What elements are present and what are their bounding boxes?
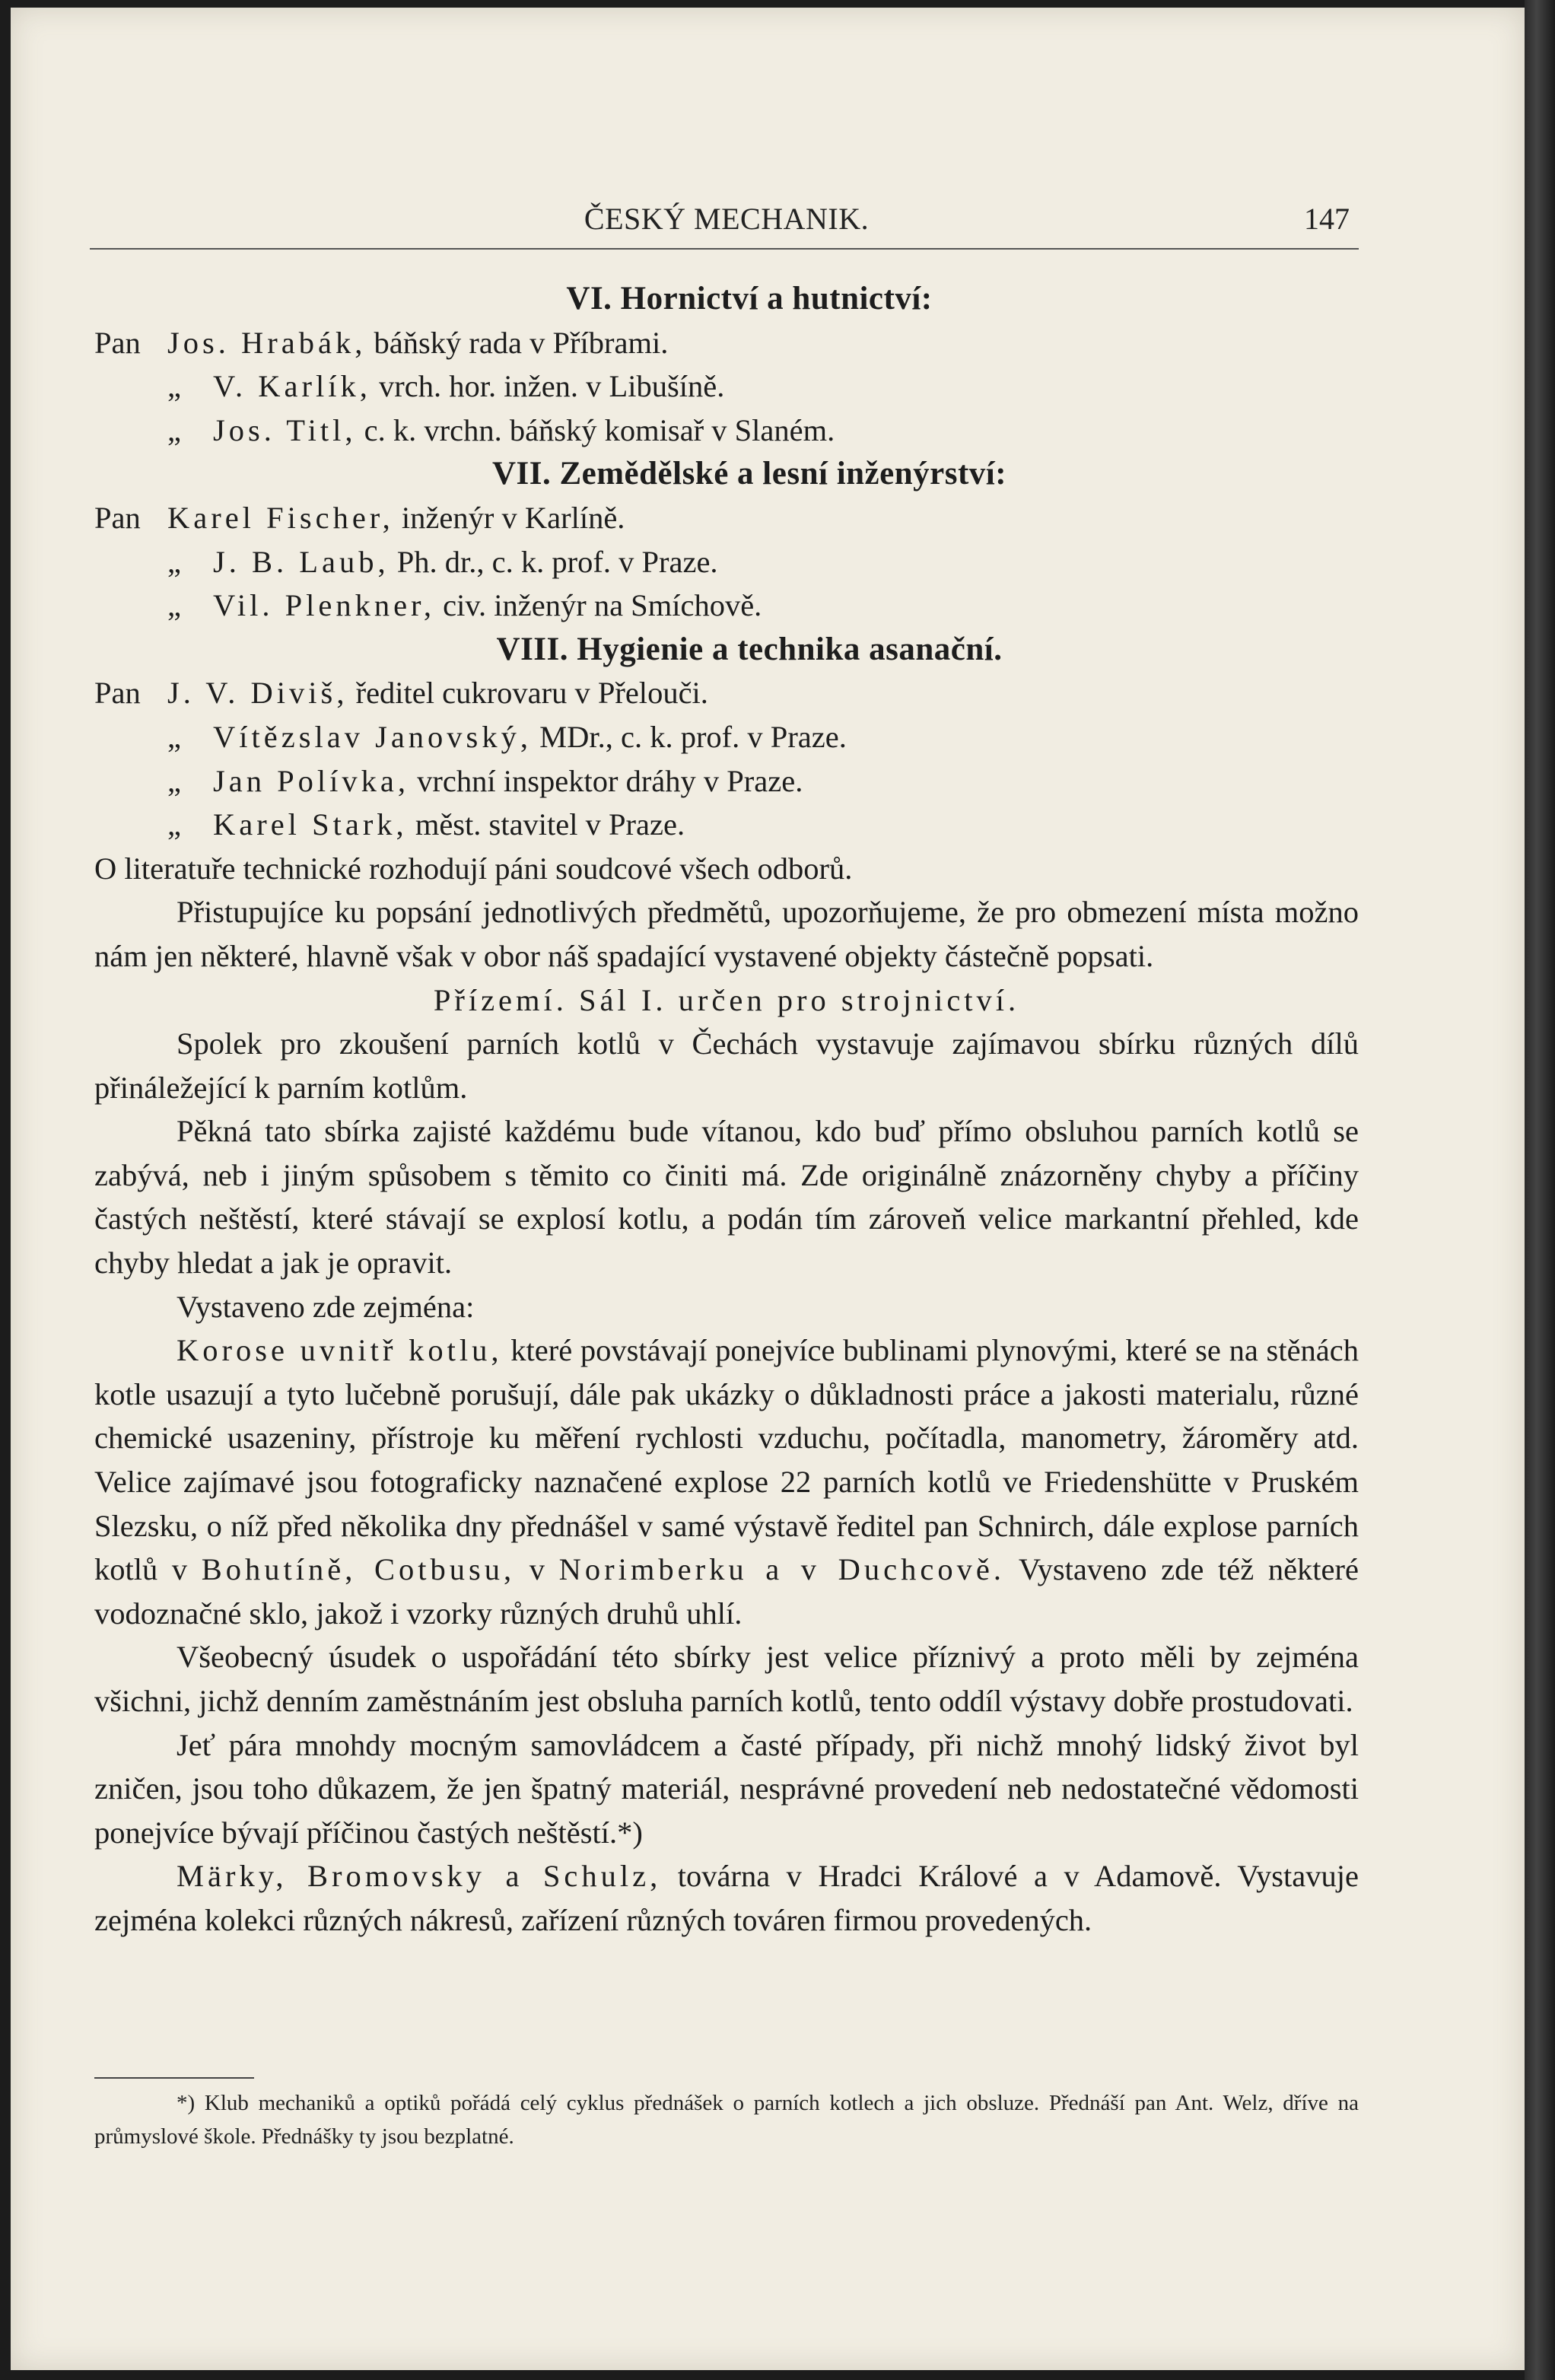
spaced-term: Korose uvnitř kotlu, [176,1333,503,1368]
member-name: Vítězslav Janovský, [213,719,532,754]
member-name: Karel Stark, [213,807,408,842]
member-desc: inženýr v Karlíně. [401,500,625,535]
paragraph: Vystaveno zde zejména: [176,1289,475,1324]
member-name: V. Karlík, [213,369,371,404]
journal-title: ČESKÝ MECHANIK. [584,202,870,236]
member-desc: měst. stavitel v Praze. [415,807,685,842]
page-edge-shadow [1525,0,1555,2380]
running-header [94,196,1359,242]
member-row: Pan Jos. Hrabák, báňský rada v Příbrami. [94,325,669,360]
member-desc: vrch. hor. inžen. v Libušíně. [379,369,725,404]
paragraph: Jeť pára mnohdy mocným samovládcem a časté případy, při nichž mnohý lidský život byl zničen, jsou toho důkazem, že jen špatný materiál, nesprávné provedení neb nedostatečné vědomosti ponejvíce bývají příčinou častých neštěstí.*) [94,1727,1359,1850]
member-name: Karel Fischer, [167,500,394,535]
member-desc: Ph. dr., c. k. prof. v Praze. [396,544,718,579]
member-name: J. B. Laub, [213,544,390,579]
member-name: Vil. Plenkner, [213,588,436,623]
paragraph: Spolek pro zkoušení parních kotlů v Čechách vystavuje zajímavou sbírku různých dílů přináležející k parním kotlům. [94,1026,1359,1105]
member-row: Pan Karel Fischer, inženýr v Karlíně. [94,500,625,535]
member-desc: civ. inženýr na Smíchově. [443,588,762,623]
section-heading-viii: VIII. Hygienie a technika asanační. [496,631,1003,667]
paragraph: Korose uvnitř kotlu, které povstávají ponejvíce bublinami plynovými, které se na stěnách kotle usazují a tyto lučebně porušují, dále pak ukázky o důkladnosti práce a jakosti materialu, různé chemické usazeniny, přístroje ku měření rychlosti vzduchu, počítadla, manometry, žároměry atd. Velice zajímavé jsou fotograficky naznačené explose 22 parních kotlů ve Friedenshütte v Pruském Slezsku, o níž před několika dny přednášel v samé výstavě ředitel pan Schnirch, dále explose parních kotlů v Bohutíně, Cotbusu, v Norimberku a v Duchcově. Vystaveno zde též některé vodoznačné sklo, jakož i vzorky různých druhů uhlí. [94,1333,1359,1631]
paragraph: Pěkná tato sbírka zajisté každému bude vítanou, kdo buď přímo obsluhou parních kotlů se zabývá, neb i jiným spůsobem s těmito co činiti má. Zde originálně znázorněny chyby a příčiny častých neštěstí, které stávají se explosí kotlu, a podán tím zároveň velice markantní přehled, kde chyby hledat a jak je opravit. [94,1114,1359,1281]
member-name: Jos. Titl, [213,412,357,447]
header-rule [90,248,1359,250]
section-heading-vi: VI. Hornictví a hutnictví: [566,281,933,317]
member-name: Jos. Hrabák, [167,325,367,360]
member-desc: báňský rada v Příbrami. [374,325,669,360]
page-body [94,277,1359,1943]
page-number: 147 [1304,202,1350,236]
member-name: Jan Polívka, [213,763,409,798]
footnote-rule [94,2077,254,2079]
spaced-term: Märky, Bromovsky a Schulz, [176,1859,662,1894]
intro-paragraph: Přistupujíce ku popsání jednotlivých předmětů, upozorňujeme, že pro obmezení místa možno nám jen některé, hlavně však v obor náš spadající vystavené objekty částečně popsati. [94,895,1359,973]
section-heading-vii: VII. Zemědělské a lesní inženýrství: [491,456,1007,492]
member-name: J. V. Diviš, [167,676,348,711]
member-desc: MDr., c. k. prof. v Praze. [539,719,847,754]
member-desc: ředitel cukrovaru v Přelouči. [355,676,708,711]
member-row: „ Jan Polívka, vrchní inspektor dráhy v Praze. [167,763,803,798]
paragraph: Všeobecný úsudek o uspořádání této sbírky jest velice příznivý a proto měli by zejména všichni, jichž denním zaměstnáním jest obsluha parních kotlů, tento oddíl výstavy dobře prostudovati. [94,1640,1359,1718]
hall-subheading: Přízemí. Sál I. určen pro strojnictví. [433,982,1020,1017]
member-desc: vrchní inspektor dráhy v Praze. [417,763,803,798]
paragraph: Märky, Bromovsky a Schulz, továrna v Hradci Králové a v Adamově. Vystavuje zejména kolekci různých nákresů, zařízení různých továren firmou provedených. [94,1859,1359,1937]
footnote: *) Klub mechaniků a optiků pořádá celý cyklus přednášek o parních kotlech a jich obsluze. Přednáší pan Ant. Welz, dříve na průmyslové škole. Přednášky ty jsou bezplatné. [94,2091,1359,2149]
spaced-place: Norimberku a v Duchcově. [558,1552,1005,1587]
member-row: „ Karel Stark, měst. stavitel v Praze. [167,807,685,842]
member-row: „ J. B. Laub, Ph. dr., c. k. prof. v Praze. [167,544,718,579]
member-row: Pan J. V. Diviš, ředitel cukrovaru v Přelouči. [94,676,708,711]
literature-line: O literatuře technické rozhodují páni soudcové všech odborů. [94,851,853,886]
member-row: „ Vil. Plenkner, civ. inženýr na Smíchově. [167,588,762,623]
member-row: „ Vítězslav Janovský, MDr., c. k. prof. v Praze. [167,719,847,754]
member-row: „ Jos. Titl, c. k. vrchn. báňský komisař v Slaném. [167,412,835,447]
spaced-place: Bohutíně, Cotbusu, [201,1552,516,1587]
member-row: „ V. Karlík, vrch. hor. inžen. v Libušíně. [167,369,725,404]
member-desc: c. k. vrchn. báňský komisař v Slaném. [364,412,835,447]
